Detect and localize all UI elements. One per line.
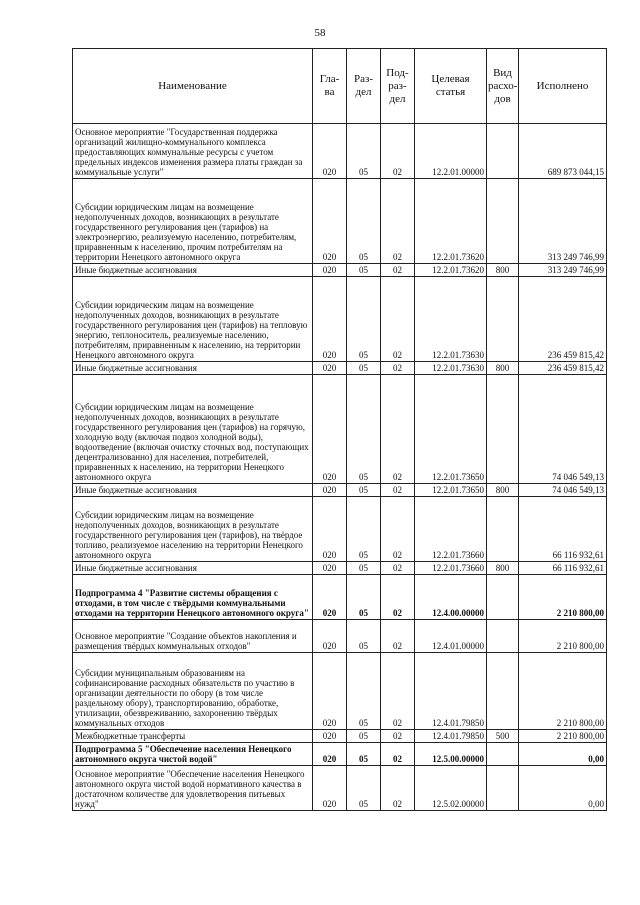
row-name: Иные бюджетные ассигнования: [73, 264, 313, 277]
row-name: Межбюджетные трансферты: [73, 730, 313, 743]
row-glava: 020: [313, 264, 347, 277]
row-celevaya: 12.4.01.79850: [415, 730, 487, 743]
row-name: Основное мероприятие "Создание объектов накопления и размещения твёрдых коммунальных отходов": [73, 620, 313, 653]
row-glava: 020: [313, 484, 347, 497]
row-vid: [487, 375, 519, 484]
row-podrazdel: 02: [381, 497, 415, 562]
row-name: Субсидии юридическим лицам на возмещение недополученных доходов, возникающих в результате государственного регулирования цен (тарифов), на твёрдое топливо, реализуемое населению на территории Ненецкого автономного округа: [73, 497, 313, 562]
row-celevaya: 12.2.01.73620: [415, 264, 487, 277]
row-celevaya: 12.2.01.73650: [415, 375, 487, 484]
row-name: Иные бюджетные ассигнования: [73, 362, 313, 375]
row-celevaya: 12.2.01.73650: [415, 484, 487, 497]
row-glava: 020: [313, 362, 347, 375]
row-name: Субсидии муниципальным образованиям на софинансирование расходных обязательств по участию в организации деятельности по обору (в том числе раздельному обору), транспортированию, обработке, утилизации, обезвреживанию, захоронению твёрдых коммунальных отходов: [73, 653, 313, 730]
row-vid: [487, 743, 519, 766]
table-row: [73, 562, 607, 575]
row-vid: [487, 124, 519, 179]
row-ispolneno: 2 210 800,00: [519, 653, 607, 730]
row-vid: [487, 497, 519, 562]
row-ispolneno: 66 116 932,61: [519, 497, 607, 562]
row-ispolneno: 74 046 549,13: [519, 484, 607, 497]
row-celevaya: 12.2.01.73630: [415, 362, 487, 375]
row-glava: 020: [313, 653, 347, 730]
row-razdel: 05: [347, 575, 381, 620]
row-razdel: 05: [347, 620, 381, 653]
row-ispolneno: 2 210 800,00: [519, 620, 607, 653]
row-celevaya: 12.4.00.00000: [415, 575, 487, 620]
row-vid: [487, 575, 519, 620]
row-glava: 020: [313, 562, 347, 575]
table-row: [73, 375, 607, 484]
row-name: Иные бюджетные ассигнования: [73, 562, 313, 575]
row-celevaya: 12.2.01.73660: [415, 562, 487, 575]
row-podrazdel: 02: [381, 124, 415, 179]
row-ispolneno: 0,00: [519, 766, 607, 811]
row-razdel: 05: [347, 497, 381, 562]
table-row: [73, 277, 607, 362]
budget-table: [72, 48, 607, 811]
row-celevaya: 12.4.01.79850: [415, 653, 487, 730]
row-celevaya: 12.2.01.00000: [415, 124, 487, 179]
table-row: [73, 620, 607, 653]
row-podrazdel: 02: [381, 362, 415, 375]
row-celevaya: 12.2.01.73620: [415, 179, 487, 264]
header-name: Наименование: [73, 49, 313, 124]
row-ispolneno: 236 459 815,42: [519, 362, 607, 375]
row-razdel: 05: [347, 264, 381, 277]
row-ispolneno: 689 873 044,15: [519, 124, 607, 179]
row-podrazdel: 02: [381, 562, 415, 575]
row-razdel: 05: [347, 124, 381, 179]
row-ispolneno: 313 249 746,99: [519, 264, 607, 277]
row-celevaya: 12.2.01.73660: [415, 497, 487, 562]
row-vid: [487, 277, 519, 362]
row-ispolneno: 313 249 746,99: [519, 179, 607, 264]
row-glava: 020: [313, 730, 347, 743]
row-podrazdel: 02: [381, 730, 415, 743]
header-ispolneno: Исполнено: [519, 49, 607, 124]
row-razdel: 05: [347, 743, 381, 766]
header-celevaya: Целевая статья: [415, 49, 487, 124]
row-podrazdel: 02: [381, 277, 415, 362]
table-row: [73, 484, 607, 497]
row-razdel: 05: [347, 484, 381, 497]
row-celevaya: 12.2.01.73630: [415, 277, 487, 362]
row-podrazdel: 02: [381, 620, 415, 653]
table-row: [73, 124, 607, 179]
row-glava: 020: [313, 575, 347, 620]
row-ispolneno: 2 210 800,00: [519, 575, 607, 620]
table-row: [73, 362, 607, 375]
row-razdel: 05: [347, 362, 381, 375]
row-glava: 020: [313, 277, 347, 362]
row-glava: 020: [313, 497, 347, 562]
row-celevaya: 12.5.02.00000: [415, 766, 487, 811]
row-glava: 020: [313, 375, 347, 484]
row-name: Подпрограмма 4 "Развитие системы обращения с отходами, в том числе с твёрдыми коммунальными отходами на территории Ненецкого автономного округа": [73, 575, 313, 620]
page-number: 58: [314, 27, 326, 39]
row-podrazdel: 02: [381, 264, 415, 277]
row-celevaya: 12.4.01.00000: [415, 620, 487, 653]
row-razdel: 05: [347, 562, 381, 575]
row-vid: 800: [487, 484, 519, 497]
row-name: Субсидии юридическим лицам на возмещение недополученных доходов, возникающих в результате государственного регулирования цен (тарифов) на электроэнергию, реализуемую населению, потребителям, приравненным к населению, прочим потребителям на территории Ненецкого автономного округа: [73, 179, 313, 264]
row-name: Основное мероприятие "Государственная поддержка организаций жилищно-коммунального комплекса предоставляющих коммунальные ресурсы с учетом предельных индексов изменения размера платы граждан за коммунальные услуги": [73, 124, 313, 179]
row-name: Субсидии юридическим лицам на возмещение недополученных доходов, возникающих в результате государственного регулирования цен (тарифов) на горячую, холодную воду (включая подвоз холодной воды), водоотведение (включая очистку сточных вод, поступающих децентрализованно) для населения, потребителей, приравненных к населению, на территории Ненецкого автономного округа: [73, 375, 313, 484]
table-row: [73, 653, 607, 730]
row-razdel: 05: [347, 730, 381, 743]
row-name: Субсидии юридическим лицам на возмещение недополученных доходов, возникающих в результате государственного регулирования цен (тарифов) на тепловую энергию, теплоноситель, реализуемые населению, потребителям, приравненным к населению, на территории Ненецкого автономного округа: [73, 277, 313, 362]
row-podrazdel: 02: [381, 575, 415, 620]
row-glava: 020: [313, 179, 347, 264]
header-glava: Гла- ва: [313, 49, 347, 124]
row-ispolneno: 74 046 549,13: [519, 375, 607, 484]
header-vid: Вид расхо- дов: [487, 49, 519, 124]
table-row: [73, 743, 607, 766]
row-vid: 800: [487, 362, 519, 375]
table-row: [73, 766, 607, 811]
row-glava: 020: [313, 124, 347, 179]
row-razdel: 05: [347, 179, 381, 264]
row-vid: [487, 766, 519, 811]
row-razdel: 05: [347, 653, 381, 730]
row-vid: 800: [487, 562, 519, 575]
row-podrazdel: 02: [381, 375, 415, 484]
row-vid: 800: [487, 264, 519, 277]
row-podrazdel: 02: [381, 653, 415, 730]
row-podrazdel: 02: [381, 484, 415, 497]
table-row: [73, 575, 607, 620]
table-row: [73, 179, 607, 264]
row-ispolneno: 236 459 815,42: [519, 277, 607, 362]
row-podrazdel: 02: [381, 766, 415, 811]
table-row: [73, 264, 607, 277]
row-name: Подпрограмма 5 "Обеспечение населения Ненецкого автономного округа чистой водой": [73, 743, 313, 766]
row-glava: 020: [313, 620, 347, 653]
row-razdel: 05: [347, 277, 381, 362]
header-podrazdel: Под- раз- дел: [381, 49, 415, 124]
table-row: [73, 730, 607, 743]
row-name: Основное мероприятие "Обеспечение населения Ненецкого автономного округа чистой водой нормативного качества в достаточном количестве для удовлетворения питьевых нужд": [73, 766, 313, 811]
row-vid: 500: [487, 730, 519, 743]
row-podrazdel: 02: [381, 743, 415, 766]
row-podrazdel: 02: [381, 179, 415, 264]
row-vid: [487, 179, 519, 264]
row-ispolneno: 0,00: [519, 743, 607, 766]
row-name: Иные бюджетные ассигнования: [73, 484, 313, 497]
row-ispolneno: 66 116 932,61: [519, 562, 607, 575]
row-razdel: 05: [347, 766, 381, 811]
table-header-row: [73, 49, 607, 124]
row-razdel: 05: [347, 375, 381, 484]
row-vid: [487, 620, 519, 653]
row-vid: [487, 653, 519, 730]
row-celevaya: 12.5.00.00000: [415, 743, 487, 766]
header-razdel: Раз- дел: [347, 49, 381, 124]
row-glava: 020: [313, 743, 347, 766]
table-row: [73, 497, 607, 562]
row-glava: 020: [313, 766, 347, 811]
row-ispolneno: 2 210 800,00: [519, 730, 607, 743]
